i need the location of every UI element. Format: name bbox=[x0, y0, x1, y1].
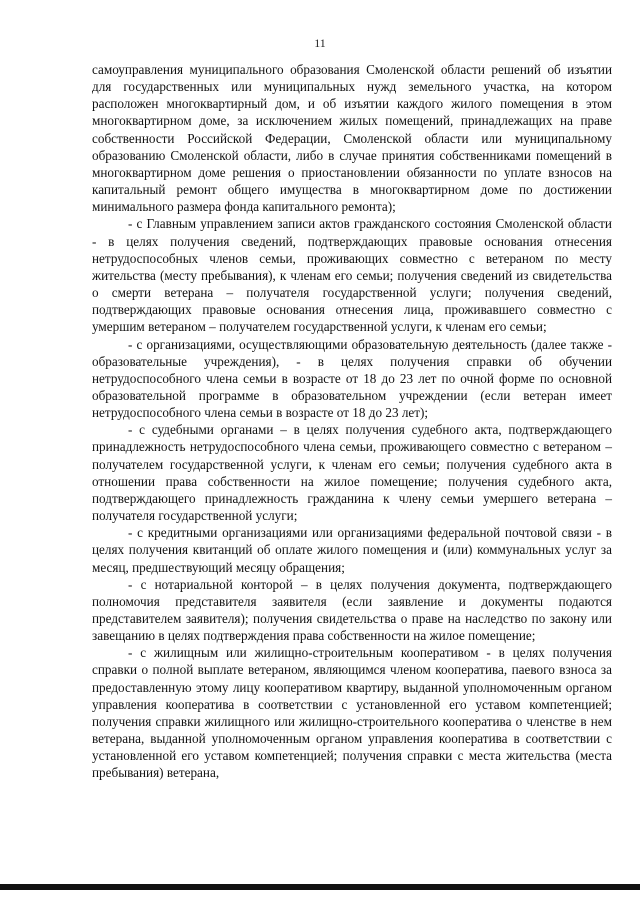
paragraph: самоуправления муниципального образования Смоленской области решений об изъятии для государственных или муниципальных нужд земельного участка, на котором расположен многоквартирный дом, и об изъятии каждого жилого помещения в этом многоквартирном доме, за исключением жилых помещений, принадлежащих на праве собственности Российской Федерации, Смоленской области или муниципальному образованию Смоленской области, либо в случае принятия собственниками помещений в многоквартирном доме решения о приостановлении обязанности по уплате взносов на капитальный ремонт общего имущества в многоквартирном доме по достижении минимального размера фонда капитального ремонта); bbox=[92, 62, 612, 215]
paragraph: - с нотариальной конторой – в целях получения документа, подтверждающего полномочия представителя заявителя (если заявление и документы подаются представителем заявителя); получения свидетельства о праве на наследство по закону или завещанию в целях подтверждения права собственности на жилое помещение; bbox=[92, 576, 612, 644]
paragraph: - с судебными органами – в целях получения судебного акта, подтверждающего принадлежность нетрудоспособного члена семьи, проживающего совместно с ветераном – получателем государственной услуги, к членам его семьи; получения судебного акта в отношении права собственности на жилое помещение; получения судебного акта, подтверждающего принадлежность гражданина к члену семьи умершего ветерана – получателя государственной услуги; bbox=[92, 422, 612, 524]
bottom-divider bbox=[0, 884, 640, 890]
paragraph: - с организациями, осуществляющими образовательную деятельность (далее также - образовательные учреждения), - в целях получения справки об обучении нетрудоспособного члена семьи в возрасте от 18 до 23 лет по очной форме по основной образовательной программе в образовательном учреждении (если ветеран имеет нетрудоспособного члена семьи в возрасте от 18 до 23 лет); bbox=[92, 336, 612, 421]
paragraph: - с кредитными организациями или организациями федеральной почтовой связи - в целях получения квитанций об оплате жилого помещения и (или) коммунальных услуг за месяц, предшествующий месяцу обращения; bbox=[92, 525, 612, 575]
page-number: 11 bbox=[314, 36, 326, 50]
document-body bbox=[92, 61, 612, 782]
paragraph: - с Главным управлением записи актов гражданского состояния Смоленской области - в целях получения сведений, подтверждающих правовые основания отнесения нетрудоспособных членов семьи, проживающих совместно с ветераном по месту жительства (месту пребывания), к членам его семьи; получения сведений из свидетельства о смерти ветерана – получателя государственной услуги; получения сведений, подтверждающих правовые основания отнесения лица, проживавшего совместно с умершим ветераном – получателем государственной услуги, к членам его семьи; bbox=[92, 216, 612, 335]
paragraph: - с жилищным или жилищно-строительным кооперативом - в целях получения справки о полной выплате ветераном, являющимся членом кооператива, паевого взноса за предоставленную этому лицу кооперативом квартиру, выданной уполномоченным органом управления кооператива в соответствии с установленной его уставом компетенцией; получения справки жилищного или жилищно-строительного кооператива о членстве в нем ветерана, выданной уполномоченным органом управления кооператива в соответствии с установленной его уставом компетенцией; получения справки с места жительства (места пребывания) ветерана, bbox=[92, 645, 612, 781]
